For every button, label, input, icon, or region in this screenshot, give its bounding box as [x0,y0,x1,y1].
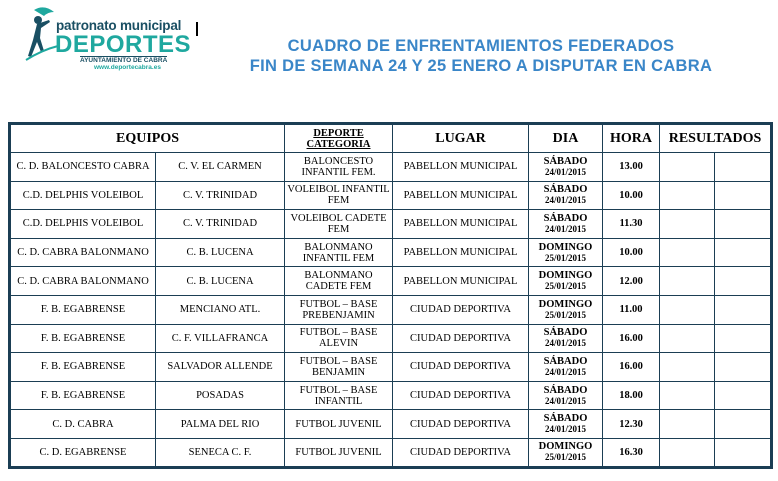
day-date: 25/01/2015 [545,281,587,292]
day-cell [529,295,603,324]
venue-cell: PABELLON MUNICIPAL [393,210,529,239]
result-away-cell [715,353,772,382]
venue-cell: PABELLON MUNICIPAL [393,153,529,182]
venue-cell: CIUDAD DEPORTIVA [393,353,529,382]
day-date: 24/01/2015 [545,166,587,177]
result-home-cell [660,295,715,324]
day-cell [529,353,603,382]
day-name: DOMINGO [538,441,593,453]
day-date: 25/01/2015 [545,252,587,263]
day-date: 24/01/2015 [545,395,587,406]
away-team-cell: C. B. LUCENA [156,267,285,296]
away-team-cell: MENCIANO ATL. [156,295,285,324]
sport-category-cell: FUTBOL – BASE INFANTIL [285,381,393,410]
day-name: SÁBADO [543,184,588,196]
home-team-cell: C. D. BALONCESTO CABRA [10,153,156,182]
result-away-cell [715,210,772,239]
day-date: 24/01/2015 [545,366,587,377]
day-cell [529,438,603,467]
result-away-cell [715,438,772,467]
day-date: 24/01/2015 [545,424,587,435]
away-team-cell: PALMA DEL RIO [156,410,285,439]
sport-category-cell: FUTBOL JUVENIL [285,410,393,439]
day-cell [529,267,603,296]
hour-cell: 11.00 [603,295,660,324]
sport-category-cell: BALONMANO INFANTIL FEM [285,238,393,267]
text-cursor [196,22,198,36]
table-row [10,438,772,467]
result-home-cell [660,210,715,239]
logo-main-text: DEPORTES [55,31,192,58]
fixtures-table [8,122,773,469]
header-deporte-categoria: DEPORTE CATEGORIA [285,124,393,153]
sport-category-cell: FUTBOL – BASE ALEVIN [285,324,393,353]
away-team-cell: C. V. TRINIDAD [156,210,285,239]
hour-cell: 16.00 [603,324,660,353]
table-row [10,353,772,382]
day-date: 24/01/2015 [545,223,587,234]
sport-category-cell: FUTBOL – BASE BENJAMIN [285,353,393,382]
patronato-logo [24,6,192,71]
header-equipos: EQUIPOS [10,124,285,153]
home-team-cell: F. B. EGABRENSE [10,324,156,353]
result-home-cell [660,153,715,182]
day-name: SÁBADO [543,384,588,396]
result-away-cell [715,410,772,439]
sport-category-cell: FUTBOL – BASE PREBENJAMIN [285,295,393,324]
home-team-cell: C.D. DELPHIS VOLEIBOL [10,181,156,210]
header-resultados: RESULTADOS [660,124,772,153]
venue-cell: CIUDAD DEPORTIVA [393,410,529,439]
away-team-cell: SENECA C. F. [156,438,285,467]
home-team-cell: C. D. EGABRENSE [10,438,156,467]
day-cell [529,210,603,239]
result-away-cell [715,381,772,410]
day-name: SÁBADO [543,155,588,167]
table-row [10,181,772,210]
table-row [10,295,772,324]
result-home-cell [660,324,715,353]
header-hora: HORA [603,124,660,153]
day-cell [529,381,603,410]
logo-sub-text: AYUNTAMIENTO DE CABRA [80,57,168,64]
hour-cell: 13.00 [603,153,660,182]
page-title-line-2: FIN DE SEMANA 24 Y 25 ENERO A DISPUTAR EN CABRA [249,57,713,75]
hour-cell: 16.30 [603,438,660,467]
result-home-cell [660,438,715,467]
sport-category-cell: VOLEIBOL INFANTIL FEM [285,181,393,210]
result-away-cell [715,238,772,267]
day-date: 24/01/2015 [545,338,587,349]
table-row [10,153,772,182]
day-cell [529,181,603,210]
table-row [10,238,772,267]
result-home-cell [660,381,715,410]
sport-category-cell: BALONMANO CADETE FEM [285,267,393,296]
hour-cell: 16.00 [603,353,660,382]
day-name: DOMINGO [538,298,593,310]
result-away-cell [715,295,772,324]
day-name: SÁBADO [543,212,588,224]
table-header-row [10,124,772,153]
result-home-cell [660,267,715,296]
logo-url-text: www.deportecabra.es [94,64,161,71]
away-team-cell: C. V. EL CARMEN [156,153,285,182]
result-home-cell [660,181,715,210]
table-row [10,381,772,410]
result-home-cell [660,353,715,382]
page-title-line-1: CUADRO DE ENFRENTAMIENTOS FEDERADOS [287,37,675,55]
away-team-cell: SALVADOR ALLENDE [156,353,285,382]
day-date: 25/01/2015 [545,452,587,463]
result-away-cell [715,153,772,182]
day-name: SÁBADO [543,327,588,339]
result-away-cell [715,324,772,353]
table-row [10,210,772,239]
hour-cell: 10.00 [603,238,660,267]
day-name: SÁBADO [543,413,588,425]
hour-cell: 12.30 [603,410,660,439]
away-team-cell: C. V. TRINIDAD [156,181,285,210]
home-team-cell: F. B. EGABRENSE [10,295,156,324]
day-date: 25/01/2015 [545,309,587,320]
sport-category-cell: BALONCESTO INFANTIL FEM. [285,153,393,182]
home-team-cell: F. B. EGABRENSE [10,353,156,382]
away-team-cell: C. F. VILLAFRANCA [156,324,285,353]
day-cell [529,410,603,439]
venue-cell: CIUDAD DEPORTIVA [393,438,529,467]
venue-cell: PABELLON MUNICIPAL [393,267,529,296]
header-lugar: LUGAR [393,124,529,153]
result-away-cell [715,181,772,210]
hour-cell: 18.00 [603,381,660,410]
logo-top-text: patronato municipal [56,18,182,33]
away-team-cell: POSADAS [156,381,285,410]
sport-category-cell: VOLEIBOL CADETE FEM [285,210,393,239]
venue-cell: CIUDAD DEPORTIVA [393,295,529,324]
hour-cell: 12.00 [603,267,660,296]
table-row [10,410,772,439]
table-row [10,324,772,353]
result-home-cell [660,238,715,267]
home-team-cell: F. B. EGABRENSE [10,381,156,410]
sport-category-cell: FUTBOL JUVENIL [285,438,393,467]
home-team-cell: C.D. DELPHIS VOLEIBOL [10,210,156,239]
day-name: DOMINGO [538,241,593,253]
result-away-cell [715,267,772,296]
home-team-cell: C. D. CABRA [10,410,156,439]
venue-cell: PABELLON MUNICIPAL [393,238,529,267]
hour-cell: 10.00 [603,181,660,210]
home-team-cell: C. D. CABRA BALONMANO [10,238,156,267]
day-cell [529,238,603,267]
away-team-cell: C. B. LUCENA [156,238,285,267]
header-dia: DIA [529,124,603,153]
venue-cell: CIUDAD DEPORTIVA [393,381,529,410]
day-name: DOMINGO [538,270,593,282]
hour-cell: 11.30 [603,210,660,239]
venue-cell: PABELLON MUNICIPAL [393,181,529,210]
day-date: 24/01/2015 [545,195,587,206]
day-cell [529,153,603,182]
venue-cell: CIUDAD DEPORTIVA [393,324,529,353]
result-home-cell [660,410,715,439]
day-cell [529,324,603,353]
table-row [10,267,772,296]
day-name: SÁBADO [543,355,588,367]
home-team-cell: C. D. CABRA BALONMANO [10,267,156,296]
